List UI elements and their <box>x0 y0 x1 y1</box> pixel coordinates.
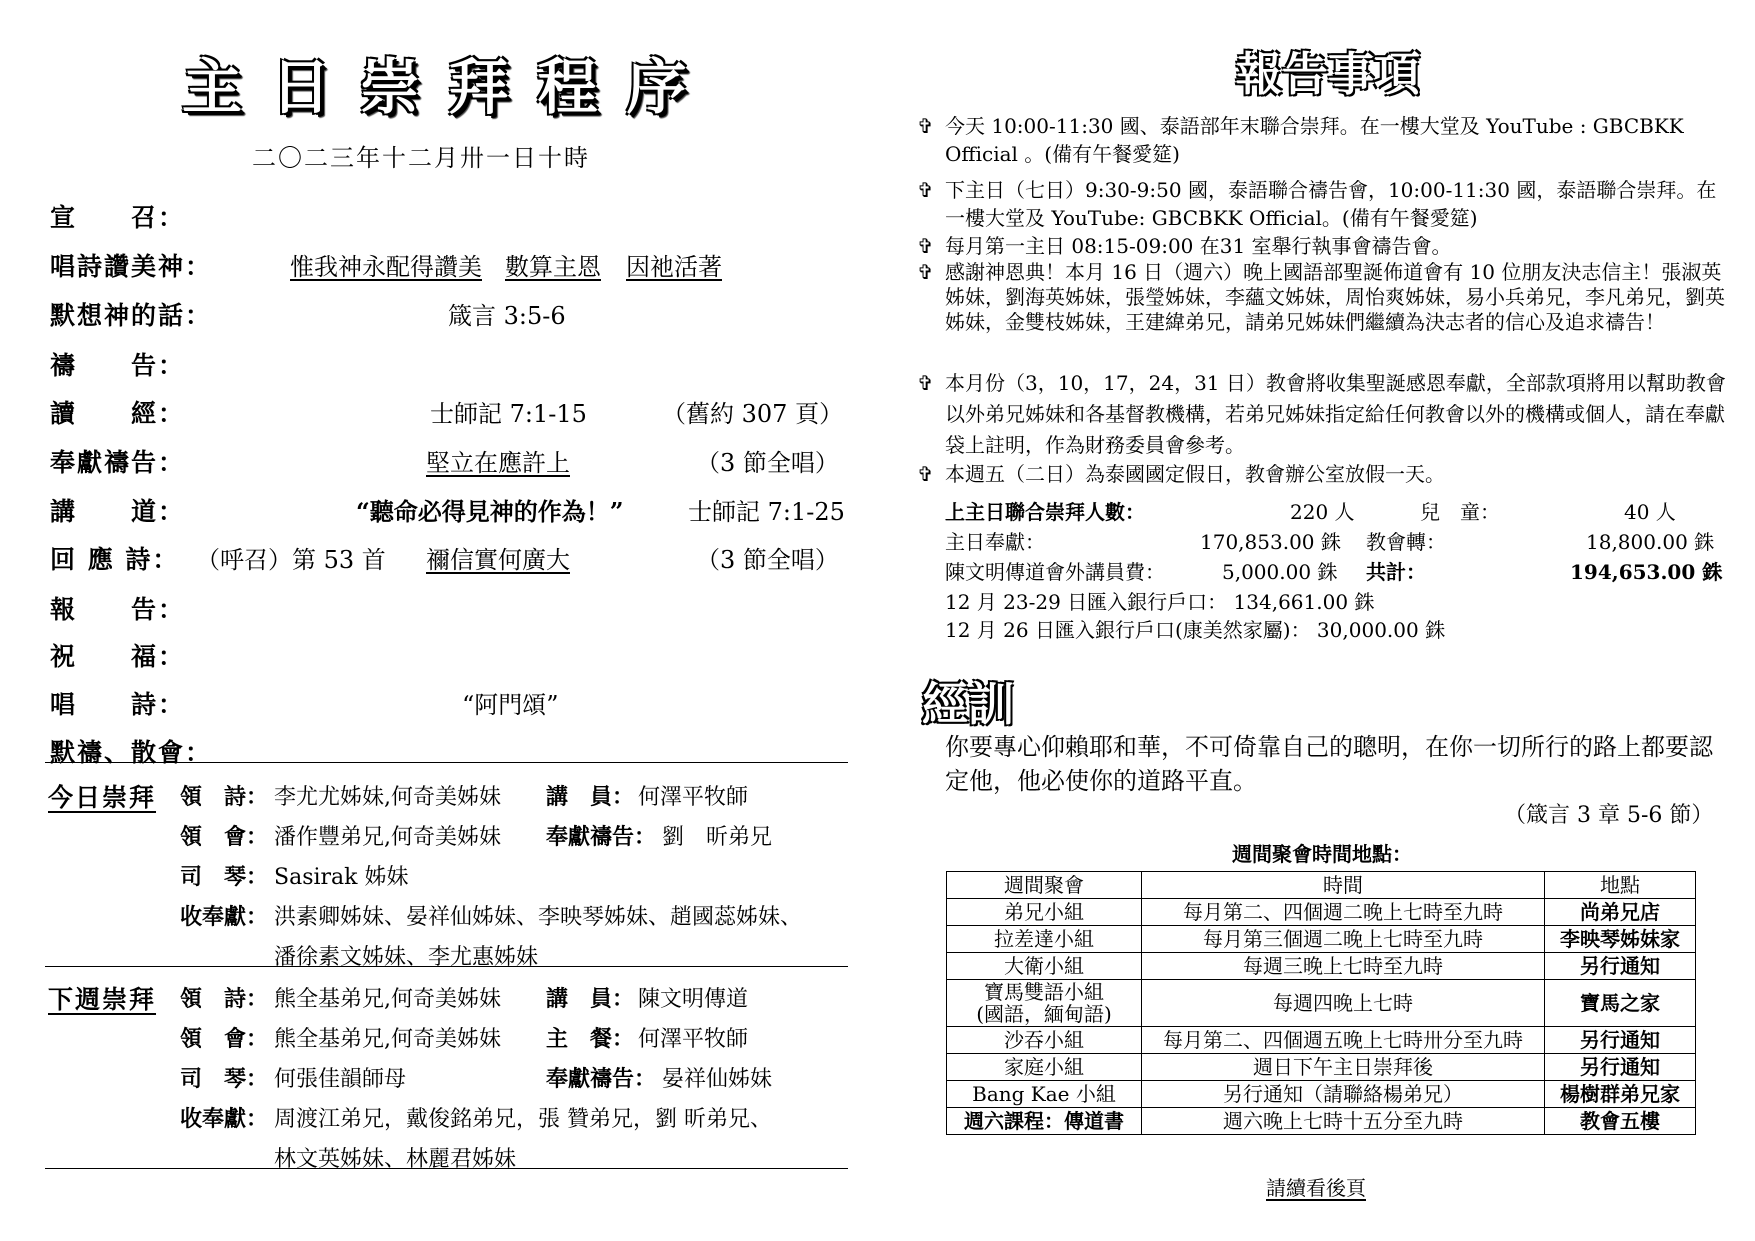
role-value: 潘作豐弟兄,何奇美姊妹 <box>274 825 501 850</box>
announcement-text: 每月第一主日 08:15-09:00 在31 室舉行執事會禱告會。 <box>945 234 1452 258</box>
meeting-name: 大衛小組 <box>947 953 1142 980</box>
table-row <box>947 953 1696 980</box>
role-value: 何澤平牧師 <box>638 1027 749 1052</box>
scripture-ref: 士師記 7:1-15 <box>430 400 587 428</box>
role-value: 林文英姊妹、林麗君姊妹 <box>274 1147 517 1172</box>
cross-icon: ✞ <box>917 178 934 202</box>
table-row <box>947 926 1696 953</box>
program-label: 禱 告： <box>50 351 186 380</box>
announcement-item <box>917 368 1735 461</box>
announcements-title: 報告事項 <box>1236 47 1420 101</box>
speaker-fee-value: 5,000.00 銖 <box>1222 560 1338 584</box>
program-label: 宣 召： <box>50 203 186 232</box>
meeting-place: 楊樹群弟兄家 <box>1545 1081 1696 1108</box>
role-value: 何張佳韻師母 <box>274 1067 407 1092</box>
page-title: 主 日 崇 拜 程 序 <box>182 53 691 123</box>
role-label: 司 琴： <box>180 864 269 890</box>
meeting-name: 週六課程：傳道書 <box>947 1108 1142 1135</box>
meeting-time: 每月第二、四個週二晚上七時至九時 <box>1142 899 1545 926</box>
role-label: 主 餐： <box>546 1026 635 1052</box>
children-value: 40 人 <box>1624 500 1676 524</box>
announcement-text: 感謝神恩典！本月 16 日（週六）晚上國語部聖誕佈道會有 10 位朋友決志信主！張淑英姊妹，劉海英姊妹，張瑩姊妹，李蘊文姊妹，周怡爽姊妹，易小兵弟兄，李凡弟兄，劉英姊妹，金雙枝姊妹，王建緯弟兄，請弟兄姊妹們繼續為決志者的信心及追求禱告！ <box>945 260 1725 334</box>
program-label: 唱詩讚美神： <box>50 252 213 281</box>
meeting-time: 另行通知（請聯絡楊弟兄） <box>1142 1081 1545 1108</box>
table-row <box>947 899 1696 926</box>
role-label: 奉獻禱告： <box>546 824 657 850</box>
column-header: 週間聚會 <box>947 872 1142 899</box>
role-label: 司 琴： <box>180 1066 269 1092</box>
role-value: 何澤平牧師 <box>638 785 749 810</box>
role-label: 收奉獻： <box>180 904 269 930</box>
program-label: 默想神的話： <box>50 301 213 330</box>
hymn-title: 禰信實何廣大 <box>426 546 570 574</box>
role-value: 劉 昕弟兄 <box>662 825 773 850</box>
role-value: 洪素卿姊妹、晏祥仙姊妹、李映琴姊妹、趙國蕊姊妹、 <box>274 905 803 930</box>
role-value: Sasirak 姊妹 <box>274 865 409 890</box>
role-value: 熊全基弟兄,何奇美姊妹 <box>274 1027 501 1052</box>
hymn-title: 因祂活著 <box>626 253 722 281</box>
table-header-row <box>947 872 1696 899</box>
table-row <box>947 1027 1696 1054</box>
role-label: 收奉獻： <box>180 1106 269 1132</box>
cross-icon: ✞ <box>917 260 934 284</box>
role-value: 陳文明傳道 <box>638 987 749 1012</box>
offering-label: 主日奉獻： <box>945 530 1045 554</box>
meeting-place: 另行通知 <box>1545 1054 1696 1081</box>
cross-icon: ✞ <box>917 462 934 486</box>
speaker-fee-label: 陳文明傳道會外講員費： <box>945 560 1165 584</box>
divider <box>45 1168 848 1169</box>
offering-value: 170,853.00 銖 <box>1200 530 1341 554</box>
announcement-item <box>917 176 1735 232</box>
program-label: 祝 福： <box>50 642 186 671</box>
program-label: 唱 詩： <box>50 690 186 719</box>
scripture-ref: 士師記 7:1-25 <box>688 498 845 526</box>
verse-title: 經訓 <box>922 677 1014 731</box>
page-ref: （舊約 307 頁） <box>662 400 844 428</box>
cross-icon: ✞ <box>917 371 934 395</box>
hymn-title: 數算主恩 <box>505 253 601 281</box>
verses-note: （3 節全唱） <box>696 546 839 574</box>
transfer-label: 教會轉： <box>1366 530 1446 554</box>
meeting-time: 每月第三個週二晚上七時至九時 <box>1142 926 1545 953</box>
announcement-text: 今天 10:00-11:30 國、泰語部年末聯合崇拜。在一樓大堂及 YouTube : GBCBKK Official 。(備有午餐愛筵) <box>945 114 1684 166</box>
meeting-name: 寶馬雙語小組 (國語，緬甸語) <box>947 980 1142 1027</box>
cross-icon: ✞ <box>917 234 934 258</box>
meeting-place: 另行通知 <box>1545 953 1696 980</box>
bank-deposit: 12 月 26 日匯入銀行戶口(康美然家屬)： 30,000.00 銖 <box>945 618 1446 642</box>
role-value: 熊全基弟兄,何奇美姊妹 <box>274 987 501 1012</box>
role-label: 領 詩： <box>180 784 269 810</box>
announcement-item <box>917 260 1735 335</box>
attendance-value: 220 人 <box>1290 500 1355 524</box>
total-value: 194,653.00 銖 <box>1570 560 1723 584</box>
table-row <box>947 980 1696 1027</box>
announcement-text: 本月份（3，10，17，24，31 日）教會將收集聖誕感恩奉獻，全部款項將用以幫助教會以外弟兄姊妹和各基督教機構，若弟兄姊妹指定給任何教會以外的機構或個人，請在奉獻袋上註明，作為財務委員會參考。 <box>945 371 1726 457</box>
sermon-title: “聽命必得見神的作為！” <box>356 497 624 526</box>
meeting-time: 週六晚上七時十五分至九時 <box>1142 1108 1545 1135</box>
meeting-place: 另行通知 <box>1545 1027 1696 1054</box>
meeting-name: 弟兄小組 <box>947 899 1142 926</box>
table-row <box>947 1108 1696 1135</box>
meetings-table <box>946 871 1696 1135</box>
meeting-time: 每月第二、四個週五晚上七時卅分至九時 <box>1142 1027 1545 1054</box>
meeting-place: 寶馬之家 <box>1545 980 1696 1027</box>
role-value: 潘徐素文姊妹、李尤惠姊妹 <box>274 945 539 970</box>
role-label: 領 會： <box>180 1026 269 1052</box>
hymn-title: 堅立在應許上 <box>426 449 570 477</box>
verse-text: 你要專心仰賴耶和華，不可倚靠自己的聰明，在你一切所行的路上都要認定他，他必使你的道路平直。 <box>945 733 1713 795</box>
meeting-name: 沙吞小組 <box>947 1027 1142 1054</box>
program-label: 講 道： <box>50 497 186 526</box>
bank-deposit: 12 月 23-29 日匯入銀行戶口： 134,661.00 銖 <box>945 590 1375 614</box>
next-service-label: 下週崇拜 <box>48 985 157 1014</box>
role-label: 領 會： <box>180 824 269 850</box>
program-label: 讀 經： <box>50 399 186 428</box>
program-label: 報 告： <box>50 595 186 624</box>
children-label: 兒 童： <box>1420 500 1500 524</box>
attendance-label: 上主日聯合崇拜人數： <box>945 500 1145 524</box>
service-date: 二〇二三年十二月卅一日十時 <box>252 144 590 172</box>
divider <box>45 762 848 763</box>
announcement-text: 本週五（二日）為泰國國定假日，教會辦公室放假一天。 <box>945 462 1445 486</box>
program-label: 默禱、散會： <box>50 738 213 767</box>
role-label: 講 員： <box>546 986 635 1012</box>
hymn-number: （呼召）第 53 首 <box>196 546 386 574</box>
meeting-time: 週日下午主日崇拜後 <box>1142 1054 1545 1081</box>
table-row <box>947 1081 1696 1108</box>
table-row <box>947 1054 1696 1081</box>
meeting-name: Bang Kae 小組 <box>947 1081 1142 1108</box>
program-label: 奉獻禱告： <box>50 448 186 477</box>
hymn-title: 惟我神永配得讚美 <box>290 253 482 281</box>
role-value: 周渡江弟兄，戴俊銘弟兄，張 贊弟兄，劉 昕弟兄、 <box>274 1107 772 1132</box>
meeting-name: 家庭小組 <box>947 1054 1142 1081</box>
meeting-time: 每週四晚上七時 <box>1142 980 1545 1027</box>
continue-note: 請續看後頁 <box>1266 1176 1366 1200</box>
divider <box>45 966 848 967</box>
role-label: 講 員： <box>546 784 635 810</box>
scripture-ref: 箴言 3:5-6 <box>448 302 566 330</box>
role-label: 奉獻禱告： <box>546 1066 657 1092</box>
meeting-place: 教會五樓 <box>1545 1108 1696 1135</box>
role-value: 李尤尤姊妹,何奇美姊妹 <box>274 785 501 810</box>
meeting-name: 拉差達小組 <box>947 926 1142 953</box>
meeting-place: 尚弟兄店 <box>1545 899 1696 926</box>
column-header: 地點 <box>1545 872 1696 899</box>
announcement-item <box>917 460 1735 488</box>
column-header: 時間 <box>1142 872 1545 899</box>
meeting-time: 每週三晚上七時至九時 <box>1142 953 1545 980</box>
role-label: 領 詩： <box>180 986 269 1012</box>
closing-song: “阿門頌” <box>462 691 559 719</box>
announcement-item <box>917 232 1735 260</box>
transfer-value: 18,800.00 銖 <box>1586 530 1715 554</box>
role-value: 晏祥仙姊妹 <box>662 1067 773 1092</box>
announcement-item <box>917 112 1735 168</box>
cross-icon: ✞ <box>917 114 934 138</box>
today-service-label: 今日崇拜 <box>48 783 157 812</box>
verses-note: （3 節全唱） <box>696 449 839 477</box>
meeting-place: 李映琴姊妹家 <box>1545 926 1696 953</box>
verse-reference: （箴言 3 章 5-6 節） <box>1504 803 1714 828</box>
total-label: 共計： <box>1366 560 1426 584</box>
program-label: 回 應 詩： <box>50 545 180 574</box>
meetings-title: 週間聚會時間地點： <box>1232 842 1412 866</box>
announcement-text: 下主日（七日）9:30-9:50 國，泰語聯合禱告會，10:00-11:30 國，泰語聯合崇拜。在一樓大堂及 YouTube: GBCBKK Official。(備有午餐愛筵) <box>945 178 1717 230</box>
